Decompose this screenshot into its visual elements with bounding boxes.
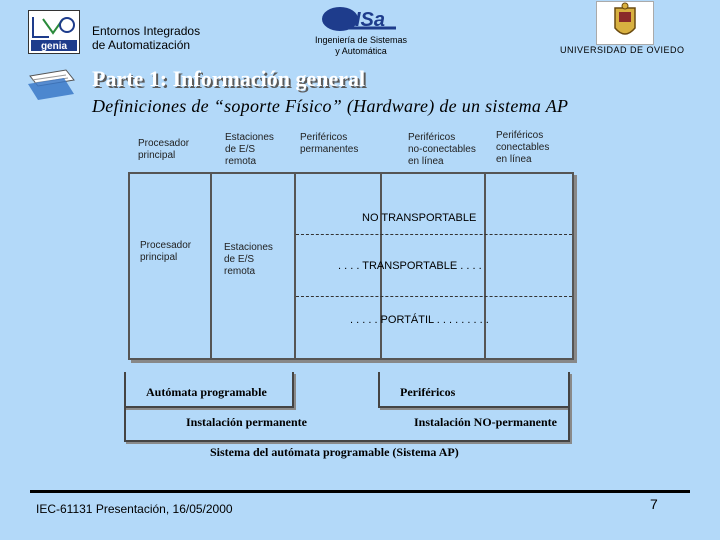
table-divider <box>294 174 296 358</box>
sistema-label: Sistema del autómata programable (Sistema AP) <box>210 445 459 459</box>
header-center-line2: y Automática <box>335 46 387 56</box>
page-title: Parte 1: Información general <box>92 66 366 91</box>
svg-text:ISa: ISa <box>354 9 386 31</box>
col-label-processor: Procesador principal <box>138 138 190 161</box>
col-label-permanent: Periféricos permanentes <box>300 132 359 155</box>
header-left-line1: Entornos Integrados <box>92 24 201 38</box>
dashed-separator <box>296 234 572 235</box>
col-label-nonconnectable: Periféricos no-conectables en línea <box>408 132 476 167</box>
page-number: 7 <box>650 496 658 512</box>
transportable-label: . . . . TRANSPORTABLE . . . . <box>338 260 482 272</box>
university-crest-icon <box>596 1 654 45</box>
isa-logo <box>318 4 400 34</box>
footer-text: IEC-61131 Presentación, 16/05/2000 <box>36 502 233 516</box>
perifericos-label: Periféricos <box>400 385 456 399</box>
automata-label: Autómata programable <box>146 385 267 399</box>
col-label-connectable: Periféricos conectables en línea <box>496 130 550 165</box>
dashed-separator <box>296 296 572 297</box>
footer-rule <box>30 490 690 493</box>
header-right-text: UNIVERSIDAD DE OVIEDO <box>560 45 685 55</box>
folder-icon <box>26 66 76 104</box>
no-transportable-label: NO TRANSPORTABLE <box>362 212 477 224</box>
table-processor-label: Procesador principal <box>140 240 192 263</box>
inst-perm-label: Instalación permanente <box>186 415 307 429</box>
header-center-text <box>306 35 416 57</box>
header-left-line2: de Automatización <box>92 38 191 52</box>
table-divider <box>484 174 486 358</box>
table-divider <box>210 174 212 358</box>
table-stations-label: Estaciones de E/S remota <box>224 242 273 277</box>
portatil-label: . . . . . PORTÁTIL . . . . . . . . . <box>350 314 489 326</box>
col-label-stations: Estaciones de E/S remota <box>225 132 274 167</box>
hardware-table <box>128 172 574 360</box>
inst-noperm-label: Instalación NO-permanente <box>414 415 557 429</box>
genia-logo <box>28 10 80 54</box>
header-center-line1: Ingeniería de Sistemas <box>314 35 408 45</box>
page-subtitle: Definiciones de “soporte Físico” (Hardware) de un sistema AP <box>92 96 569 116</box>
svg-text:genia: genia <box>40 41 68 52</box>
header-left-text <box>92 24 200 52</box>
